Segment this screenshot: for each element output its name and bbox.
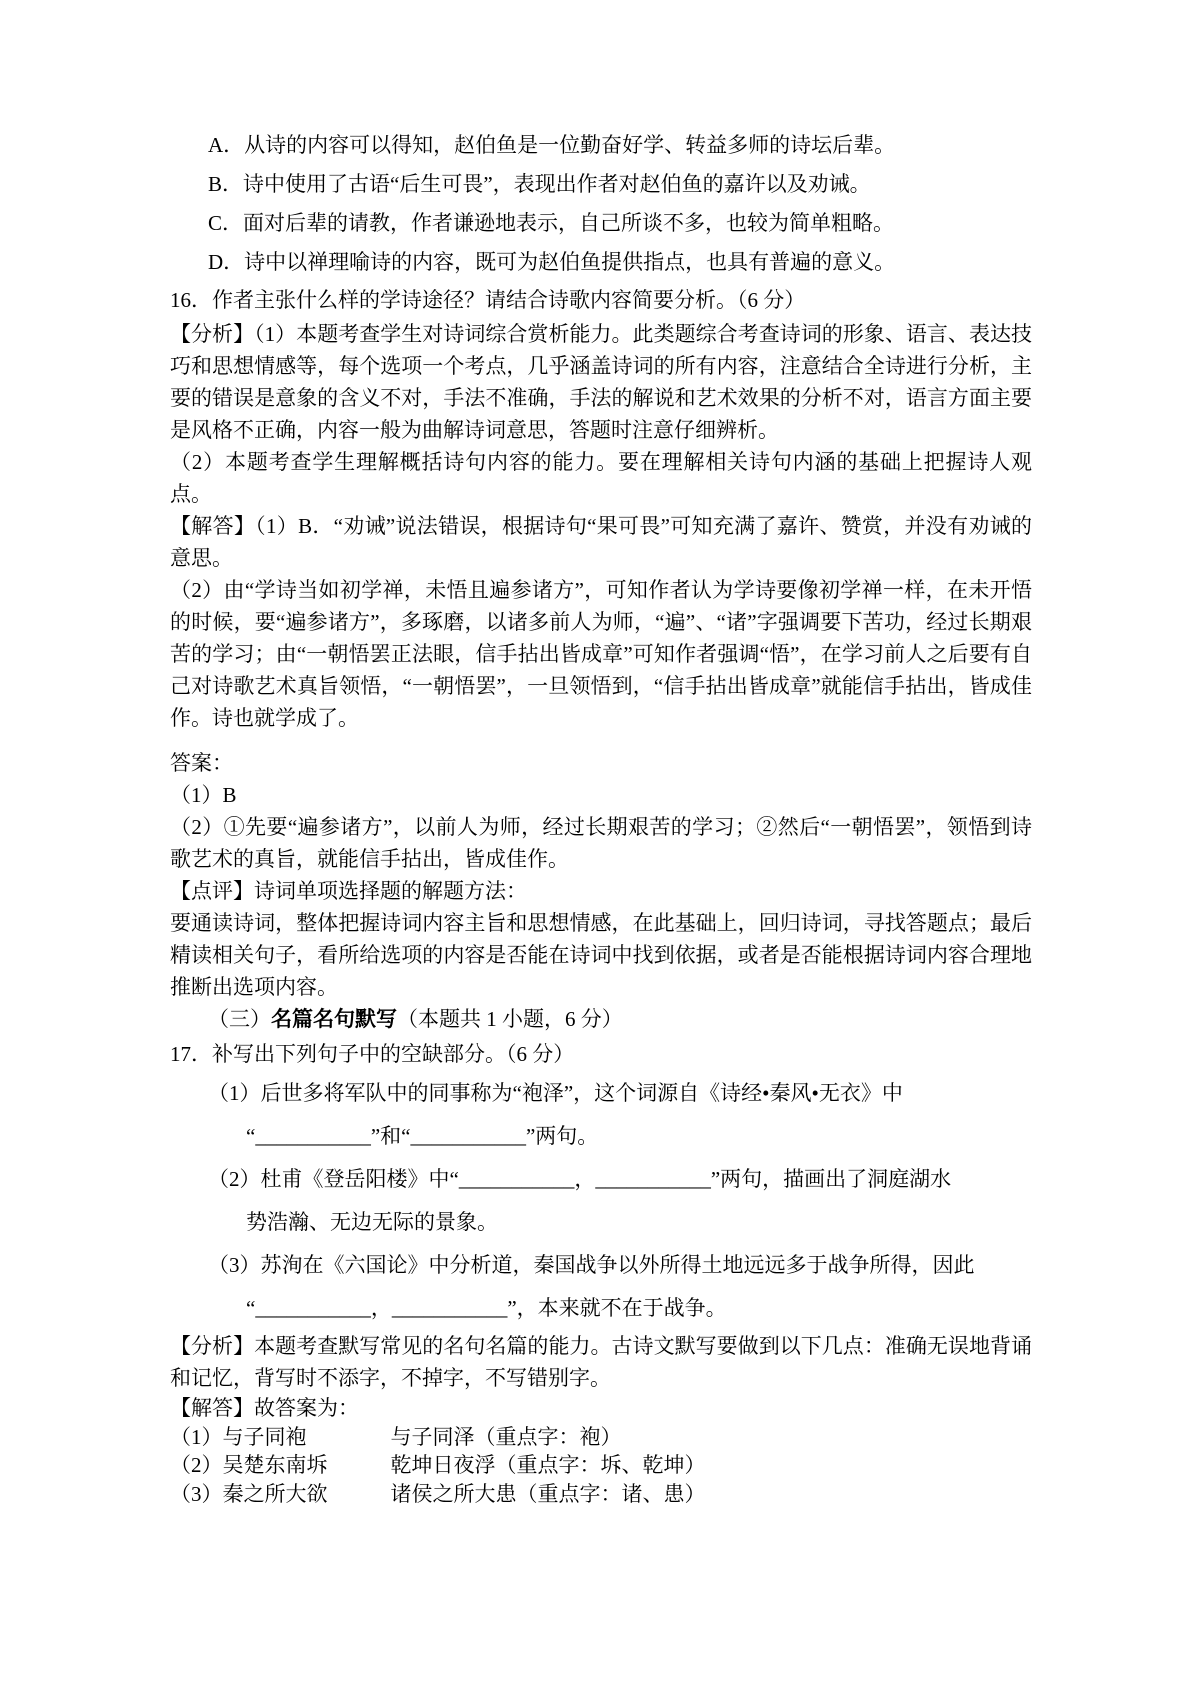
heading-text: （本题共 1 小题，6 分） [397,1007,623,1031]
answer-17-item1: （1）与子同袍 与子同泽（重点字：袍） [170,1424,622,1449]
answer-17-item3: （3）秦之所大欲 诸侯之所大患（重点字：诸、患） [170,1481,706,1506]
q17-item2-line2: 势浩瀚、无边无际的景象。 [246,1210,498,1234]
comment-16-body: 要通读诗词，整体把握诗词内容主旨和思想情感，在此基础上，回归诗词，寻找答题点；最后精读相关句子，看所给选项的内容是否能在诗词中找到依据，或者是否能根据诗词内容合理地推断出选项内容。 [170,911,1032,999]
q17-item1-line2: “___________”和“___________”两句。 [246,1124,599,1148]
comment-16-label: 【点评】诗词单项选择题的解题方法： [170,879,527,903]
explain-17-label: 【解答】故答案为： [170,1396,359,1420]
question-17: 17．补写出下列句子中的空缺部分。（6 分） [170,1042,575,1066]
explain-16-part1: 【解答】（1）B．“劝诫”说法错误，根据诗句“果可畏”可知充满了嘉许、赞赏，并没有劝诫的意思。 [170,514,1032,570]
explain-16-part2: （2）由“学诗当如初学禅，未悟且遍参诸方”，可知作者认为学诗要像初学禅一样，在未开悟的时候，要“遍参诸方”，多琢磨，以诸多前人为师，“遍”、“诸”字强调要下苦功，经过长期艰苦的学习；由“一朝悟罢正法眼，信手拈出皆成章”可知作者强调“悟”，在学习前人之后要有自己对诗歌艺术真旨领悟，“一朝悟罢”，一旦领悟到，“信手拈出皆成章”就能信手拈出，皆成佳作。诗也就学成了。 [170,578,1032,730]
analysis-17: 【分析】本题考查默写常见的名句名篇的能力。古诗文默写要做到以下几点：准确无误地背诵和记忆，背写时不添字，不掉字，不写错别字。 [170,1334,1032,1390]
answer-17-item2: （2）吴楚东南坼 乾坤日夜浮（重点字：坼、乾坤） [170,1453,706,1477]
heading-text: （三） [208,1007,271,1031]
answer-16-label: 答案： [170,751,233,775]
q17-item3-line2: “___________，___________”，本来就不在于战争。 [246,1296,727,1320]
option-a: A．从诗的内容可以得知，赵伯鱼是一位勤奋好学、转益多师的诗坛后辈。 [208,133,896,157]
analysis-16-part1: 【分析】（1）本题考查学生对诗词综合赏析能力。此类题综合考查诗词的形象、语言、表达技巧和思想情感等，每个选项一个考点，几乎涵盖诗词的所有内容，注意结合全诗进行分析，主要的错误是意象的含义不对，手法不准确，手法的解说和艺术效果的分析不对，语言方面主要是风格不正确，内容一般为曲解诗词意思，答题时注意仔细辨析。 [170,322,1032,442]
heading-bold-text: 名篇名句默写 [271,1007,397,1031]
q17-item3-line1: （3）苏洵在《六国论》中分析道，秦国战争以外所得土地远远多于战争所得，因此 [208,1253,975,1277]
analysis-16-part2: （2）本题考查学生理解概括诗句内容的能力。要在理解相关诗句内涵的基础上把握诗人观点。 [170,450,1032,506]
option-d: D．诗中以禅理喻诗的内容，既可为赵伯鱼提供指点，也具有普遍的意义。 [208,250,896,274]
q17-item1-line1: （1）后世多将军队中的同事称为“袍泽”，这个词源自《诗经•秦风•无衣》中 [208,1081,903,1105]
answer-16-item2: （2）①先要“遍参诸方”，以前人为师，经过长期艰苦的学习；②然后“一朝悟罢”，领悟到诗歌艺术的真旨，就能信手拈出，皆成佳作。 [170,815,1032,871]
option-c: C．面对后辈的请教，作者谦逊地表示，自己所谈不多，也较为简单粗略。 [208,211,895,235]
answer-16-item1: （1）B [170,783,237,807]
document-content [170,126,1032,1508]
q17-item2-line1: （2）杜甫《登岳阳楼》中“___________，___________”两句，描画出了洞庭湖水 [208,1167,952,1191]
question-16: 16．作者主张什么样的学诗途径？请结合诗歌内容简要分析。（6 分） [170,288,806,312]
section-three-heading [208,1003,1032,1036]
option-b: B．诗中使用了古语“后生可畏”，表现出作者对赵伯鱼的嘉许以及劝诫。 [208,172,871,196]
